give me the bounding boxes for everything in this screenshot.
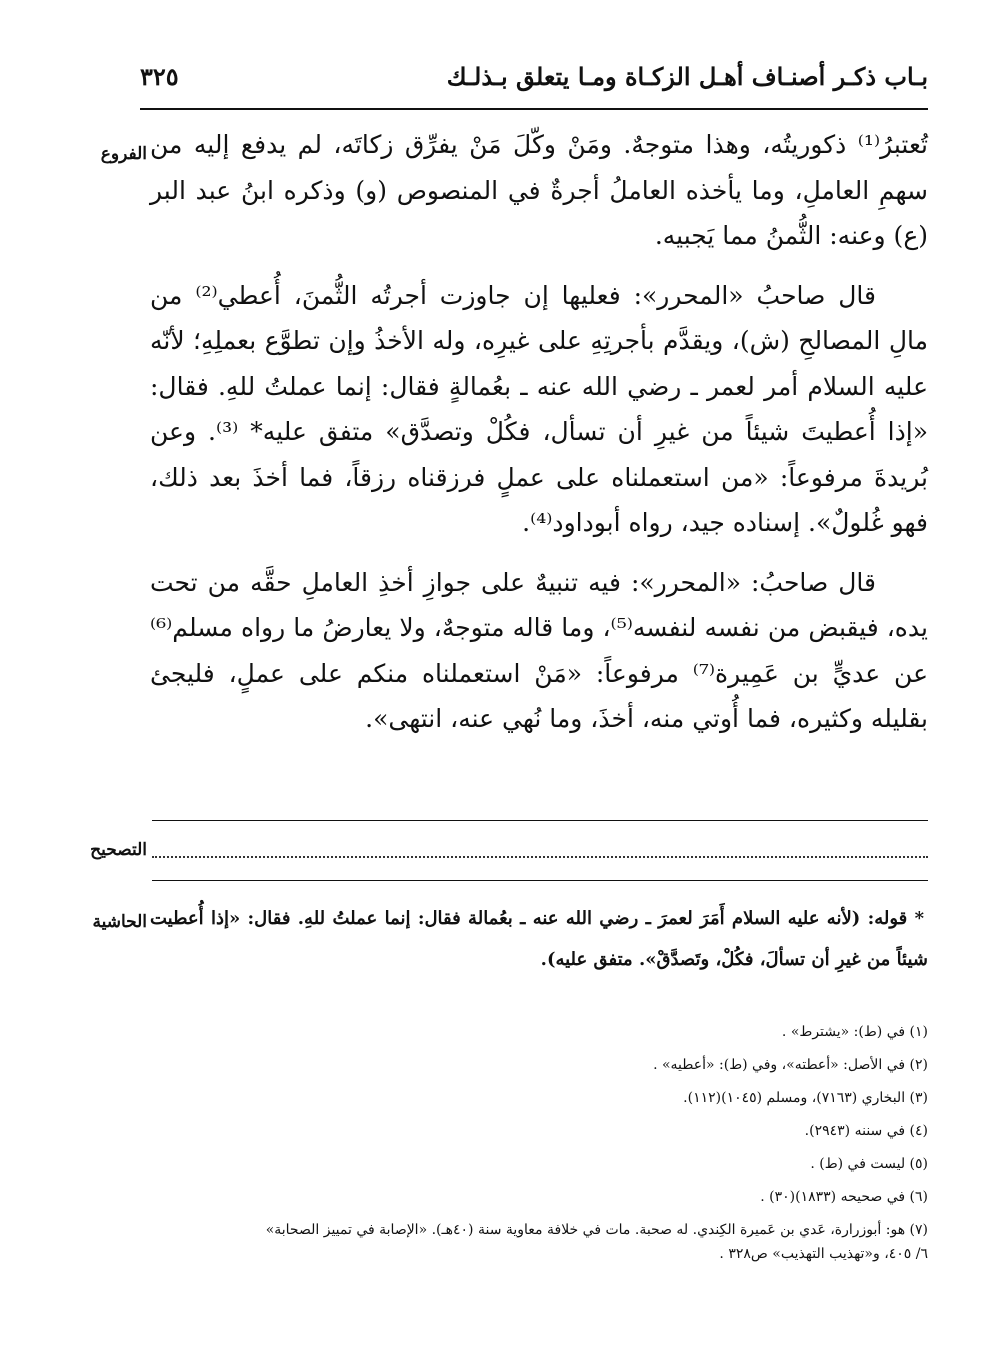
page-number: ٣٢٥: [140, 62, 179, 91]
tashih-dotted-line: [152, 856, 928, 858]
footnote-1: (١) في (ط): «يشترط» .: [781, 1024, 928, 1040]
page-header: [140, 58, 928, 110]
footnote-6: (٦) في صحيحه (١٨٣٣)(٣٠) .: [760, 1189, 928, 1205]
footnote-3: (٣) البخاري (٧١٦٣)، ومسلم (١٠٤٥)(١١٢).: [683, 1090, 928, 1106]
divider-top: [152, 820, 928, 821]
main-text: [150, 122, 928, 756]
paragraph-3: قال صاحبُ: «المحرر»: فيه تنبيهٌ على جوازِ أخذِ العاملِ حقَّه من تحت يده، فيقبض من نفسه لنفسه⁽⁵⁾، وما قاله متوجهٌ، ولا يعارضُ ما رواه مسلم⁽⁶⁾ عن عديٍّ بن عَمِيرة⁽⁷⁾ مرفوعاً: «مَنْ استعملناه منكم على عملٍ، فليجئ بقليله وكثيره، فما أُوتي منه، أخذَ، وما نُهي عنه، انتهى».: [150, 567, 928, 733]
footnotes: [168, 1016, 928, 1267]
footnote-2: (٢) في الأصل: «أعطته»، وفي (ط): «أعطيه» .: [653, 1057, 928, 1073]
paragraph-1: تُعتبرُ⁽¹⁾ ذكوريتُه، وهذا متوجهٌ. ومَنْ وكّلَ مَنْ يفرِّق زكاتَه، لم يدفع إليه من سهمِ العاملِ، وما يأخذه العاملُ أجرةٌ في المنصوص (و) وذكره ابنُ عبد البر (ع) وعنه: الثُّمنُ مما يَجبيه.: [150, 130, 928, 250]
divider-bottom: [152, 880, 928, 881]
hashiya-text: [150, 898, 928, 980]
footnote-4: (٤) في سننه (٢٩٤٣).: [804, 1123, 928, 1139]
footnote-5: (٥) ليست في (ط) .: [810, 1156, 928, 1172]
side-label-furu: الفروع: [100, 144, 147, 164]
side-label-tashih: التصحيح: [90, 840, 147, 860]
footnote-7-continuation: ٦/ ٤٠٥، و«تهذيب التهذيب» ص٣٢٨ .: [719, 1246, 928, 1262]
footnote-7: (٧) هو: أبوزرارة، عَدي بن عَميرة الكِندي. له صحبة. مات في خلافة معاوية سنة (٤٠هـ). «الإصابة في تمييز الصحابة»: [265, 1222, 928, 1238]
hashiya-paragraph: * قوله: (لأنه عليه السلام أَمَرَ لعمرَ ـ رضي الله عنه ـ بعُمالة فقال: إنما عملتُ للهِ. فقال: «إذا أُعطيت شيئاً من غيرِ أن تسألَ، فكُلْ، وتَصدَّقْ». متفق عليه).: [150, 908, 928, 970]
chapter-title: بـاب ذكـر أصنـاف أهـل الزكـاة ومـا يتعلق بـذلـك: [446, 62, 928, 91]
side-label-hashiya: الحاشية: [92, 912, 147, 932]
paragraph-2: قال صاحبُ «المحرر»: فعليها إن جاوزت أجرتُه الثُّمنَ، أُعطي⁽²⁾ من مالِ المصالحِ (ش)، ويقدَّم بأجرتِهِ على غيرِه، وله الأخذُ وإن تطوَّع بعملِهِ؛ لأنّه عليه السلام أمر لعمر ـ رضي الله عنه ـ بعُمالةٍ فقال: إنما عملتُ للهِ. فقال: «إذا أُعطيتَ شيئاً من غيرِ أن تسأل، فكُلْ وتصدَّق» متفق عليه* ⁽³⁾. وعن بُريدةَ مرفوعاً: «من استعملناه على عملٍ فرزقناه رزقاً، فما أخذَ بعد ذلك، فهو غُلولٌ». إسناده جيد، رواه أبوداود⁽⁴⁾.: [150, 280, 928, 537]
